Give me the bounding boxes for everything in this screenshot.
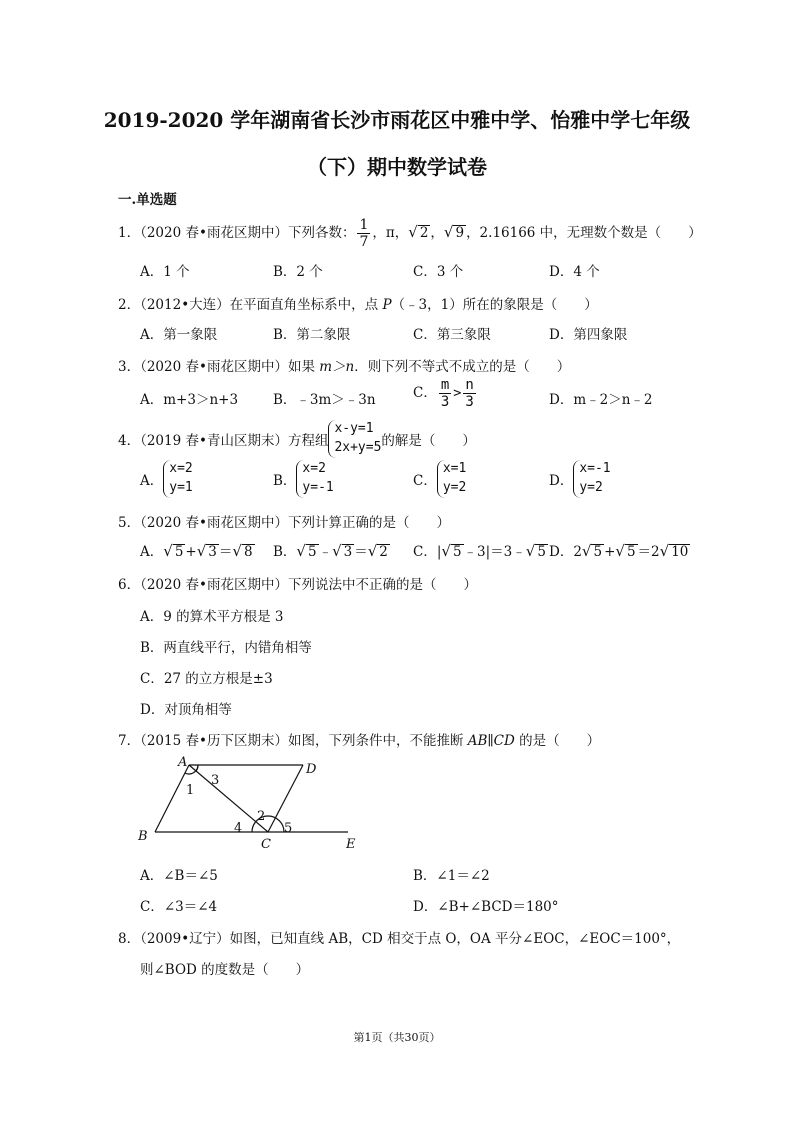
fig-label-5: 5 xyxy=(284,821,293,836)
fig-label-d: D xyxy=(306,762,317,777)
q1-text-b: ，π， xyxy=(372,225,409,241)
q1-text-c: ，2.16166 中，无理数个数是（ ） xyxy=(466,225,702,241)
q1-fraction: $\frac{1}{7}$ xyxy=(359,217,369,250)
fig-label-e: E xyxy=(346,837,356,850)
q7-figure xyxy=(130,750,370,850)
q1-text-a: 1．（2020 春•雨花区期中）下列各数： xyxy=(118,225,356,241)
fig-label-4: 4 xyxy=(234,821,243,836)
q7-option-c: C．∠3＝∠4 xyxy=(140,899,218,915)
question-6: 6．（2020 春•雨花区期中）下列说法中不正确的是（ ） xyxy=(118,577,477,593)
question-8-line2: 则∠BOD 的度数是（ ） xyxy=(140,962,310,978)
fig-line-ba xyxy=(155,765,189,832)
q6-option-d: D．对顶角相等 xyxy=(140,702,232,718)
fig-label-3: 3 xyxy=(211,773,220,788)
q6-option-c: C．27 的立方根是±3 xyxy=(140,671,273,687)
fig-label-a: A xyxy=(178,755,188,770)
q1-option-d: D．4 个 xyxy=(549,264,600,280)
q2-option-c: C．第三象限 xyxy=(413,327,491,343)
page-footer: 第1页（共30页） xyxy=(353,1031,441,1044)
question-7: 7．（2015 春•历下区期末）如图，下列条件中，不能推断 AB∥CD 的是（ ） xyxy=(118,733,601,749)
fig-label-c: C xyxy=(261,837,271,850)
q4-option-b: B． x=2 y=-1 xyxy=(273,460,334,498)
question-2: 2．（2012•大连）在平面直角坐标系中，点 P（﹣3，1）所在的象限是（ ） xyxy=(118,297,598,313)
q5-option-b: B．√ 5 ﹣√ 3 ＝√ 2 xyxy=(273,542,388,560)
q7-option-d: D．∠B+∠BCD＝180° xyxy=(413,899,559,915)
fig-label-1: 1 xyxy=(186,783,195,798)
q1-option-c: C．3 个 xyxy=(413,264,464,280)
q2-option-b: B．第二象限 xyxy=(273,327,351,343)
q2-option-d: D．第四象限 xyxy=(549,327,628,343)
fig-label-2: 2 xyxy=(257,809,266,824)
q6-option-b: B．两直线平行，内错角相等 xyxy=(140,640,312,656)
q7-option-b: B．∠1＝∠2 xyxy=(413,868,490,884)
q2-option-a: A．第一象限 xyxy=(140,327,218,343)
q5-option-d: D．2√ 5 +√ 5 ＝2√ 10 xyxy=(549,542,689,560)
q4-option-a: A． x=2 y=1 xyxy=(140,460,193,498)
page-title-line2: （下）期中数学试卷 xyxy=(307,155,487,179)
q1-sqrt-2: 2 xyxy=(419,225,429,241)
q4-option-c: C． x=1 y=2 xyxy=(413,460,466,498)
q3-option-a: A．m+3＞n+3 xyxy=(140,392,239,408)
q4-equation-system: x-y=1 2x+y=5 xyxy=(328,420,381,458)
q5-option-a: A．√ 5 +√ 3 ＝√ 8 xyxy=(140,542,253,560)
question-8-line1: 8．（2009•辽宁）如图，已知直线 AB，CD 相交于点 O，OA 平分∠EOC，∠EOC＝100°， xyxy=(118,931,681,947)
q1-option-a: A．1 个 xyxy=(140,264,190,280)
q4-option-d: D． x=-1 y=2 xyxy=(549,460,611,498)
question-3: 3．（2020 春•雨花区期中）如果 m＞n．则下列不等式不成立的是（ ） xyxy=(118,359,571,375)
q3-option-c: C． $\frac{m}{3}$ > $\frac{n}{3}$ xyxy=(413,377,474,410)
q7-option-a: A．∠B＝∠5 xyxy=(140,868,218,884)
question-4: 4．（2019 春•青山区期末）方程组 x-y=1 2x+y=5 的解是（ ） xyxy=(118,420,476,458)
q6-option-a: A．9 的算术平方根是 3 xyxy=(140,609,284,625)
q3-option-d: D．m﹣2＞n﹣2 xyxy=(549,392,653,408)
q5-option-c: C．|√ 5 ﹣3|＝3﹣√ 5 xyxy=(413,542,546,560)
fig-label-b: B xyxy=(138,829,148,844)
section-heading: 一.单选题 xyxy=(118,192,177,208)
question-5: 5．（2020 春•雨花区期中）下列计算正确的是（ ） xyxy=(118,515,450,531)
page-title-line1: 2019-2020 学年湖南省长沙市雨花区中雅中学、怡雅中学七年级 xyxy=(103,108,691,132)
q1-sqrt-9: 9 xyxy=(455,225,465,241)
q3-option-b: B．﹣3m＞﹣3n xyxy=(273,392,376,408)
question-1: 1．（2020 春•雨花区期中）下列各数： $\frac{1}{7}$ ，π，√ 2 ，√ 9 ，2.16166 中，无理数个数是（ ） xyxy=(118,217,702,250)
q1-option-b: B．2 个 xyxy=(273,264,323,280)
